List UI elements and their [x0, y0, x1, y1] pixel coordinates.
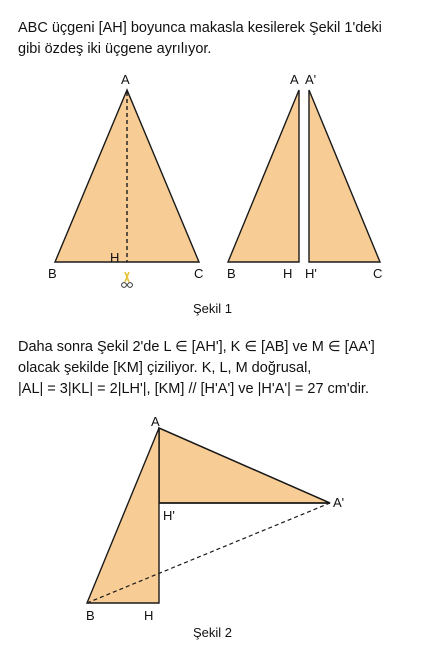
label-a-prime-fig2: A' — [333, 495, 345, 510]
label-a-fig2: A — [151, 414, 160, 429]
caption-sekil-2: Şekil 2 — [193, 625, 233, 640]
label-h-prime-fig2: H' — [163, 508, 175, 523]
label-h-fig2: H — [144, 608, 154, 623]
label-a: A — [121, 72, 130, 87]
followup-line-3: |AL| = 3|KL| = 2|LH'|, [KM] // [H'A'] ve |H'A'| = 27 cm'dir. — [18, 381, 369, 397]
figure-2 — [86, 414, 344, 640]
followup-text — [18, 337, 375, 400]
piece-abh — [228, 90, 299, 262]
scissors-icon — [122, 272, 133, 287]
label-h-prime-piece: H' — [305, 266, 317, 281]
label-h: H — [110, 250, 120, 265]
label-c: C — [194, 266, 204, 281]
intro-line-2: gibi özdeş iki üçgene ayrılıyor. — [18, 41, 212, 57]
followup-line-1: Daha sonra Şekil 2'de L ∈ [AH'], K ∈ [AB] ve M ∈ [AA'] — [18, 339, 375, 355]
label-c-piece: C — [373, 266, 383, 281]
label-b-piece: B — [227, 266, 236, 281]
label-a-prime-piece: A' — [305, 72, 317, 87]
label-b-fig2: B — [86, 608, 95, 623]
label-b: B — [48, 266, 57, 281]
followup-line-2: olacak şekilde [KM] çiziliyor. K, L, M doğrusal, — [18, 360, 312, 376]
piece-a2h2c — [309, 90, 380, 262]
label-a-piece: A — [290, 72, 299, 87]
triangle-abh — [87, 428, 159, 603]
caption-sekil-1: Şekil 1 — [193, 301, 233, 316]
figure-1 — [48, 72, 382, 316]
intro-line-1: ABC üçgeni [AH] boyunca makasla kesilerek Şekil 1'deki — [18, 20, 382, 36]
label-h-piece: H — [283, 266, 293, 281]
